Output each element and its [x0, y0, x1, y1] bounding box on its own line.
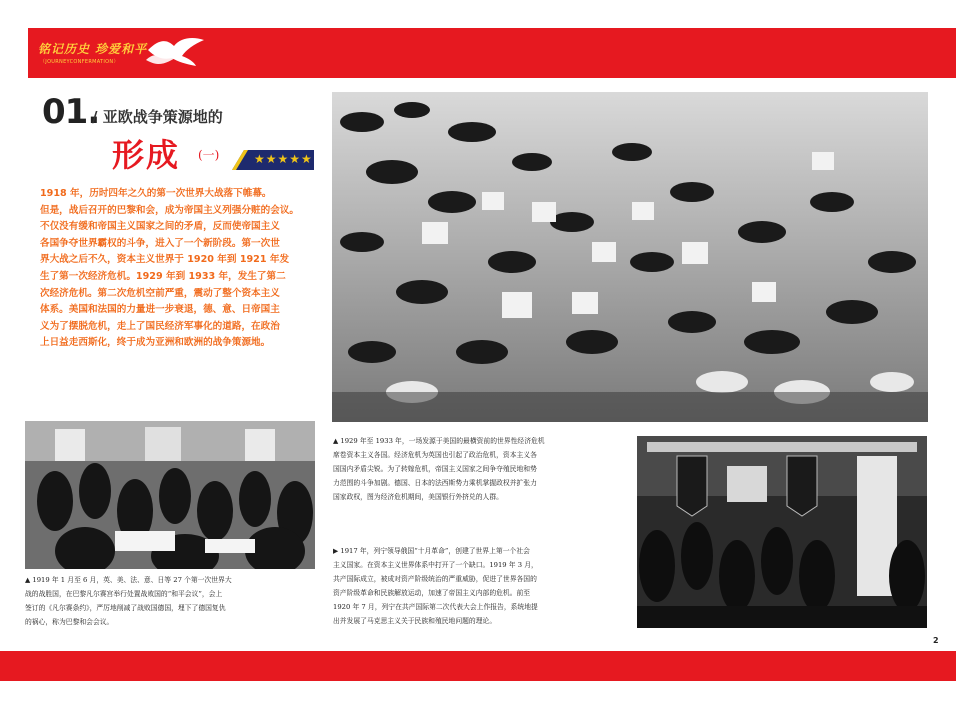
- page-number: 2: [933, 636, 939, 645]
- stars-text: ★★★★★: [254, 152, 313, 166]
- banner-title: 铭记历史 珍爱和平: [38, 42, 148, 56]
- paris-photo-illustration: [25, 421, 315, 569]
- comintern-photo-illustration: [637, 436, 927, 628]
- caption-economic-crisis: ▲ 1929 年至 1933 年，一场发源于美国的最横资前的世界性经济危机 席卷资本主义各国。经济危机为英国也引起了政治危机，资本主义各 国国内矛盾尖锐。为了转嫁危机，帝国主义国家之间争夺殖民地和势 力范围的斗争加剧。德国、日本的法西斯势力乘机掌握政权并扩张力 国家政权，图为经济危机期间，美国银行外挤兑的人群。: [333, 437, 545, 501]
- paris-conference-photo: [25, 421, 315, 569]
- section-number: 01.: [42, 92, 100, 132]
- section-title-line1: / 亚欧战争策源地的: [92, 108, 223, 126]
- stars-badge: [232, 150, 314, 170]
- dove-icon: [144, 34, 208, 70]
- intro-paragraph: 1918 年，历时四年之久的第一次世界大战落下帷幕。 但是，战后召开的巴黎和会，成为帝国主义列强分赃的会议。 不仅没有缓和帝国主义国家之间的矛盾，反而使帝国主义 各国争夺世界霸权的斗争，进入了一个新阶段。第一次世 界大战之后不久，资本主义世界于 1920 年到 1921 年发 生了第一次经济危机。1929 年到 1933 年，发生了第二 次经济危机。第二次危机空前严重，震动了整个资本主义 体系。美国和法国的力量进一步衰退，德、意、日帝国主 义为了摆脱危机，走上了国民经济军事化的道路，在政治 上日益走西斯化，终于成为亚洲和欧洲的战争策源地。: [40, 188, 300, 349]
- section-title-main: 形成: [112, 136, 181, 174]
- comintern-congress-photo: [637, 436, 927, 628]
- crowd-photo-illustration: [332, 92, 928, 422]
- caption-paris-conference: ▲ 1919 年 1 月至 6 月，英、美、法、意、日等 27 个第一次世界大 战的战胜国，在巴黎凡尔赛宫举行处置战败国的“和平会议”，会上 签订的《凡尔赛条约》，严厉地削减了战败国德国，埋下了德国复仇 的祸心，称为巴黎和会会议。: [25, 576, 232, 626]
- section-title-part: (一): [198, 148, 220, 162]
- bottom-banner: [0, 651, 956, 681]
- caption-comintern: ▶ 1917 年，列宁领导俄国“十月革命”，创建了世界上第一个社会 主义国家。在资本主义世界体系中打开了一个缺口。1919 年 3 月， 共产国际成立，被成对资产阶级统治的严重威胁，促进了世界各国的 资产阶级革命和民族解放运动，加速了帝国主义内部的危机。前至 1920 年 7 月，列宁在共产国际第二次代表大会上作报告，系统地提 出并发展了马克思主义关于民族和殖民地问题的理论。: [333, 547, 538, 625]
- banner-subtitle: （JOURNEYCONFERMATION）: [40, 59, 119, 65]
- crowd-umbrella-photo: [332, 92, 928, 422]
